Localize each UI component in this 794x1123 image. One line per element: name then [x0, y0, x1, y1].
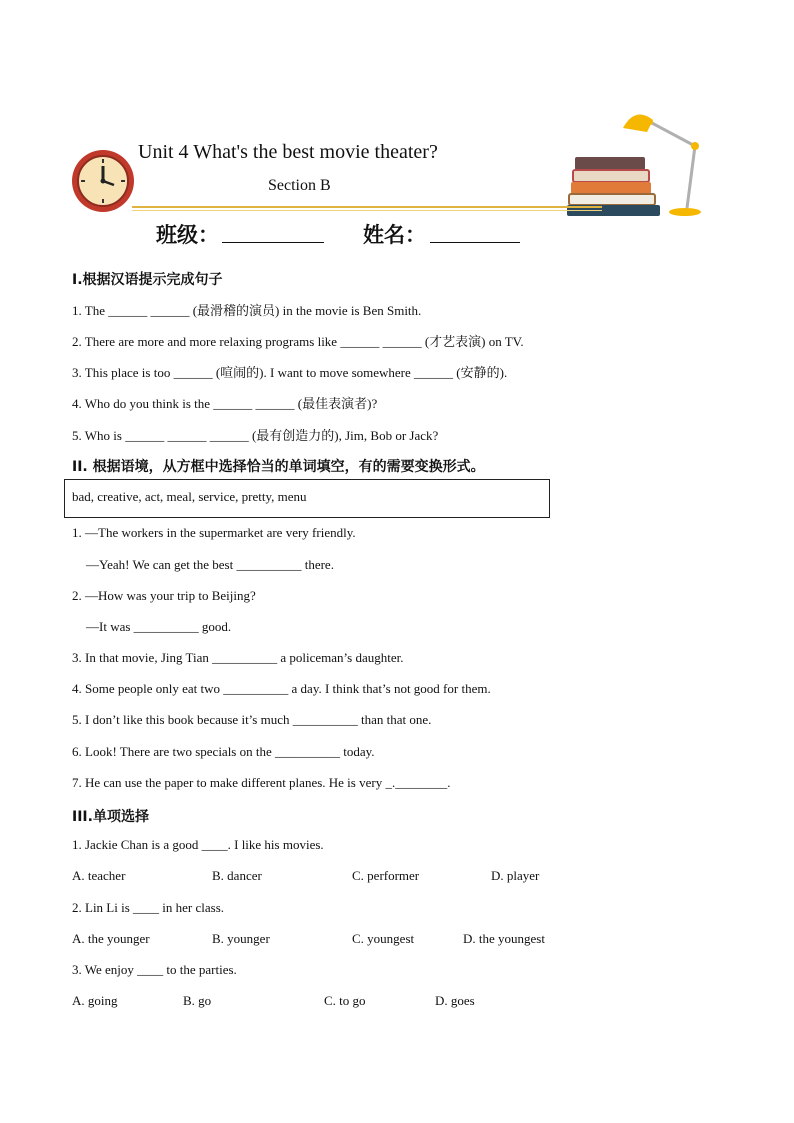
list-item: 3. This place is too ______ (喧闹的). I want to move somewhere ______ (安静的). [72, 365, 508, 380]
option-d: D. goes [435, 993, 475, 1008]
page-title: Unit 4 What's the best movie theater? [138, 141, 438, 163]
list-item: 3. In that movie, Jing Tian __________ a policeman’s daughter. [72, 650, 404, 665]
list-item: 2. —How was your trip to Beijing? [72, 588, 256, 603]
class-blank [222, 242, 324, 243]
name-label: 姓名： [363, 223, 426, 247]
question: 1. Jackie Chan is a good ____. I like his movies. [72, 837, 324, 852]
list-item: 5. I don’t like this book because it’s much __________ than that one. [72, 712, 432, 727]
clock-icon [70, 148, 136, 214]
option-d: D. player [491, 868, 540, 883]
section-subtitle: Section B [268, 177, 331, 194]
list-item: 4. Some people only eat two __________ a day. I think that’s not good for them. [72, 681, 491, 696]
option-b: B. go [183, 993, 212, 1008]
option-a: A. teacher [72, 868, 126, 883]
header-divider [132, 206, 602, 208]
list-item: 1. —The workers in the supermarket are very friendly. [72, 525, 356, 540]
section-heading: II. 根据语境，从方框中选择恰当的单词填空，有的需要变换形式。 [72, 459, 485, 475]
option-b: B. younger [212, 931, 270, 946]
list-item: 6. Look! There are two specials on the __________ today. [72, 744, 375, 759]
question: 2. Lin Li is ____ in her class. [72, 900, 225, 915]
lamp-icon [617, 98, 707, 218]
option-c: C. performer [352, 868, 420, 883]
name-blank [430, 242, 520, 243]
list-item: 5. Who is ______ ______ ______ (最有创造力的), Jim, Bob or Jack? [72, 428, 439, 443]
list-item: 1. The ______ ______ (最滑稽的演员) in the movie is Ben Smith. [72, 303, 422, 318]
option-a: A. going [72, 993, 118, 1008]
question: 3. We enjoy ____ to the parties. [72, 962, 237, 977]
option-a: A. the younger [72, 931, 150, 946]
section-heading: III.单项选择 [72, 809, 149, 825]
word-box-text: bad, creative, act, meal, service, pretty, menu [72, 489, 307, 504]
section-heading: I.根据汉语提示完成句子 [72, 272, 223, 288]
list-item: —Yeah! We can get the best __________ there. [86, 557, 334, 572]
option-c: C. youngest [352, 931, 415, 946]
list-item: —It was __________ good. [86, 619, 232, 634]
list-item: 2. There are more and more relaxing programs like ______ ______ (才艺表演) on TV. [72, 334, 524, 349]
option-c: C. to go [324, 993, 366, 1008]
header-divider-thin [132, 210, 602, 211]
option-d: D. the youngest [463, 931, 545, 946]
option-b: B. dancer [212, 868, 262, 883]
list-item: 7. He can use the paper to make different planes. He is very _.________. [72, 775, 451, 790]
class-label: 班级： [156, 223, 219, 247]
list-item: 4. Who do you think is the ______ ______ (最佳表演者)? [72, 396, 378, 411]
